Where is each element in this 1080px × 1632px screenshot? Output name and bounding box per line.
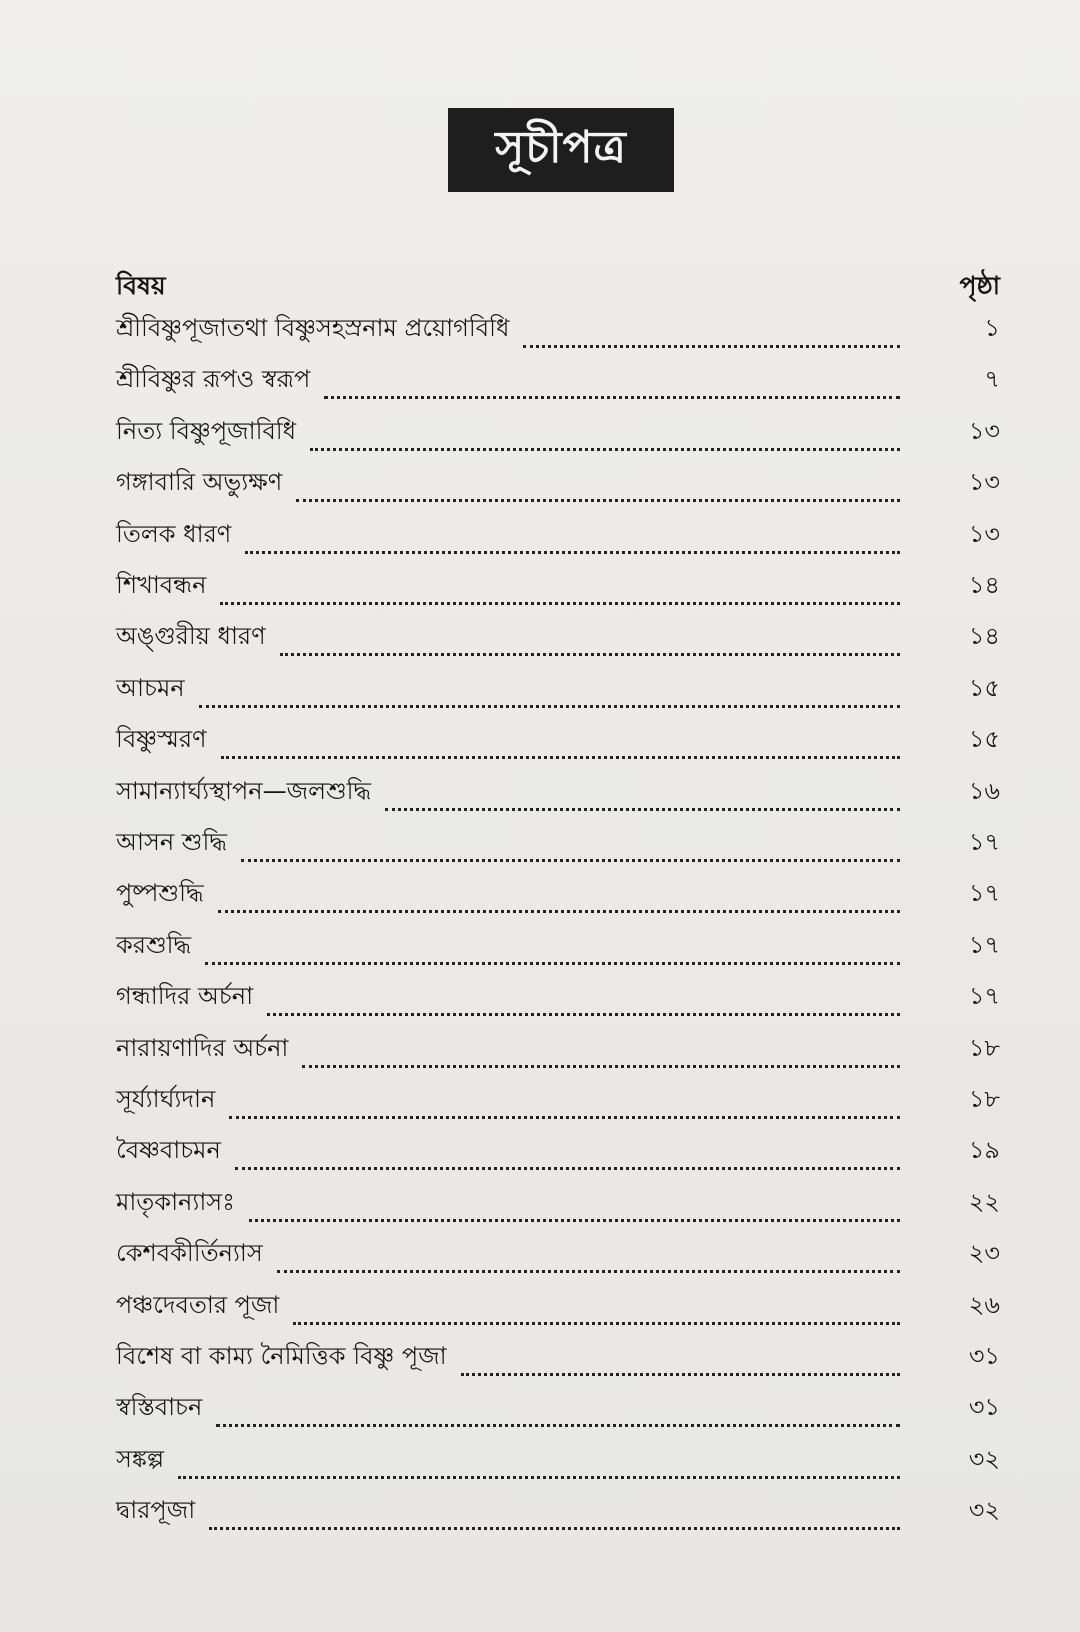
toc-entry bbox=[116, 1444, 1000, 1487]
toc-entry-title: অঙ্গুরীয় ধারণ bbox=[116, 622, 266, 651]
toc-leader-dots bbox=[209, 1527, 900, 1530]
toc-entry-title: বিশেষ বা কাম্য নৈমিত্তিক বিষ্ণু পূজা bbox=[116, 1342, 447, 1370]
toc-entry-page: ১৫ bbox=[968, 725, 1000, 754]
page-title: সূচীপত্র bbox=[448, 108, 674, 192]
toc-leader-dots bbox=[221, 756, 900, 759]
toc-leader-dots bbox=[280, 653, 900, 656]
toc-leader-dots bbox=[267, 1013, 900, 1016]
toc-leader-dots bbox=[324, 396, 900, 399]
toc-entry bbox=[116, 881, 1000, 921]
toc-entry-page: ১৩ bbox=[968, 416, 1000, 445]
toc-entry-title: সামান্যার্ঘ্যস্থাপন—জলশুদ্ধি bbox=[116, 776, 372, 805]
toc-entry bbox=[116, 984, 1000, 1024]
toc-leader-dots bbox=[293, 1322, 900, 1325]
toc-leader-dots bbox=[385, 808, 900, 811]
toc-entry bbox=[116, 1033, 1000, 1076]
toc-entry-title: স্বস্তিবাচন bbox=[116, 1393, 203, 1422]
toc-entry bbox=[116, 624, 1000, 664]
toc-entry-page: ১৫ bbox=[968, 673, 1000, 702]
toc-entry-page: ১৭ bbox=[968, 930, 1000, 959]
toc-entry bbox=[116, 1087, 1000, 1127]
toc-entry bbox=[116, 1290, 1000, 1333]
toc-entry-page: ৩১ bbox=[968, 1393, 1000, 1422]
toc-entry bbox=[116, 1344, 1000, 1384]
toc-entry-page: ১ bbox=[984, 314, 1000, 342]
toc-leader-dots bbox=[241, 859, 900, 862]
toc-entry bbox=[116, 727, 1000, 767]
toc-entry bbox=[116, 1187, 1000, 1230]
toc-entry bbox=[116, 416, 1000, 459]
toc-leader-dots bbox=[277, 1270, 900, 1273]
toc-leader-dots bbox=[245, 551, 900, 554]
toc-entry-page: ১৭ bbox=[968, 879, 1000, 908]
toc-entry-title: শ্রীবিষ্ণুর রূপও স্বরূপ bbox=[116, 365, 311, 394]
toc-leader-dots bbox=[218, 910, 900, 913]
toc-leader-dots bbox=[302, 1065, 900, 1068]
toc-entry-page: ২৩ bbox=[968, 1239, 1000, 1268]
toc-entry-title: পঞ্চদেবতার পূজা bbox=[116, 1290, 280, 1319]
toc-entry bbox=[116, 573, 1000, 613]
toc-entry-title: মাতৃকান্যাসঃ bbox=[116, 1187, 235, 1216]
toc-entry-title: গঙ্গাবারি অভ্যুক্ষণ bbox=[116, 468, 283, 497]
toc-entry-page: ৩২ bbox=[968, 1496, 1000, 1525]
toc-entry-title: সূর্য্যার্ঘ্যদান bbox=[116, 1085, 216, 1113]
toc-entry-title: বিষ্ণুস্মরণ bbox=[116, 725, 207, 754]
toc-entry-title: সঙ্কল্প bbox=[116, 1444, 165, 1473]
toc-entry bbox=[116, 1395, 1000, 1435]
toc-entry-title: নারায়ণাদির অর্চনা bbox=[116, 1033, 289, 1062]
toc-entry-title: কেশবকীর্তিন্যাস bbox=[116, 1239, 263, 1268]
toc-entry bbox=[116, 930, 1000, 973]
toc-leader-dots bbox=[461, 1373, 900, 1376]
toc-leader-dots bbox=[229, 1116, 900, 1119]
toc-leader-dots bbox=[178, 1476, 900, 1479]
toc-entry bbox=[116, 673, 1000, 716]
toc-leader-dots bbox=[523, 345, 900, 348]
toc-entry-title: দ্বারপূজা bbox=[116, 1496, 196, 1525]
toc-entry-page: ২৬ bbox=[968, 1290, 1000, 1319]
toc-entry-page: ১৪ bbox=[968, 622, 1000, 651]
toc-entry-title: বৈষ্ণবাচমন bbox=[116, 1136, 221, 1165]
toc-leader-dots bbox=[249, 1219, 900, 1222]
toc-entry-page: ১৭ bbox=[968, 982, 1000, 1011]
toc-leader-dots bbox=[216, 1424, 900, 1427]
toc-entry-page: ২২ bbox=[968, 1187, 1000, 1216]
toc-entry bbox=[116, 1498, 1000, 1538]
toc-entry-page: ১৩ bbox=[968, 519, 1000, 548]
toc-entry bbox=[116, 367, 1000, 407]
toc-entry-page: ১৩ bbox=[968, 468, 1000, 497]
toc-entry-page: ৩২ bbox=[968, 1444, 1000, 1473]
page-column-label: পৃষ্ঠা bbox=[959, 271, 1000, 300]
toc-entry-page: ১৬ bbox=[968, 776, 1000, 805]
toc-entry bbox=[116, 470, 1000, 510]
toc-entry-page: ৭ bbox=[984, 365, 1000, 394]
toc-entry bbox=[116, 316, 1000, 356]
toc-entry-title: তিলক ধারণ bbox=[116, 519, 232, 548]
toc-entry-page: ১৭ bbox=[968, 828, 1000, 856]
toc-entry-title: পুষ্পশুদ্ধি bbox=[116, 879, 204, 908]
toc-entry-title: শিখাবন্ধন bbox=[116, 571, 207, 599]
toc-leader-dots bbox=[296, 499, 900, 502]
toc-entry bbox=[116, 830, 1000, 870]
toc-entry bbox=[116, 1241, 1000, 1281]
toc-entry-title: আসন শুদ্ধি bbox=[116, 828, 227, 856]
toc-header bbox=[116, 262, 1000, 302]
toc-entry-title: করশুদ্ধি bbox=[116, 930, 192, 959]
toc-entry bbox=[116, 519, 1000, 562]
toc-leader-dots bbox=[310, 448, 900, 451]
toc-entry-page: ১৮ bbox=[968, 1033, 1000, 1062]
toc-entry bbox=[116, 1138, 1000, 1178]
toc-entry-title: নিত্য বিষ্ণুপূজাবিধি bbox=[116, 416, 297, 445]
subject-column-label: বিষয় bbox=[116, 271, 166, 300]
toc-leader-dots bbox=[199, 705, 900, 708]
toc-leader-dots bbox=[205, 962, 900, 965]
toc-entry bbox=[116, 776, 1000, 819]
toc-entry-page: ১৯ bbox=[968, 1136, 1000, 1165]
toc-leader-dots bbox=[220, 602, 900, 605]
toc-entry-page: ১৪ bbox=[968, 571, 1000, 599]
toc-entry-title: শ্রীবিষ্ণুপূজাতথা বিষ্ণুসহস্রনাম প্রয়োগবিধি bbox=[116, 314, 510, 342]
toc-entry-page: ১৮ bbox=[968, 1085, 1000, 1113]
toc-entry-title: আচমন bbox=[116, 673, 185, 702]
toc-entry-title: গন্ধাদির অর্চনা bbox=[116, 982, 254, 1011]
toc-entry-page: ৩১ bbox=[968, 1342, 1000, 1370]
toc-leader-dots bbox=[235, 1167, 900, 1170]
